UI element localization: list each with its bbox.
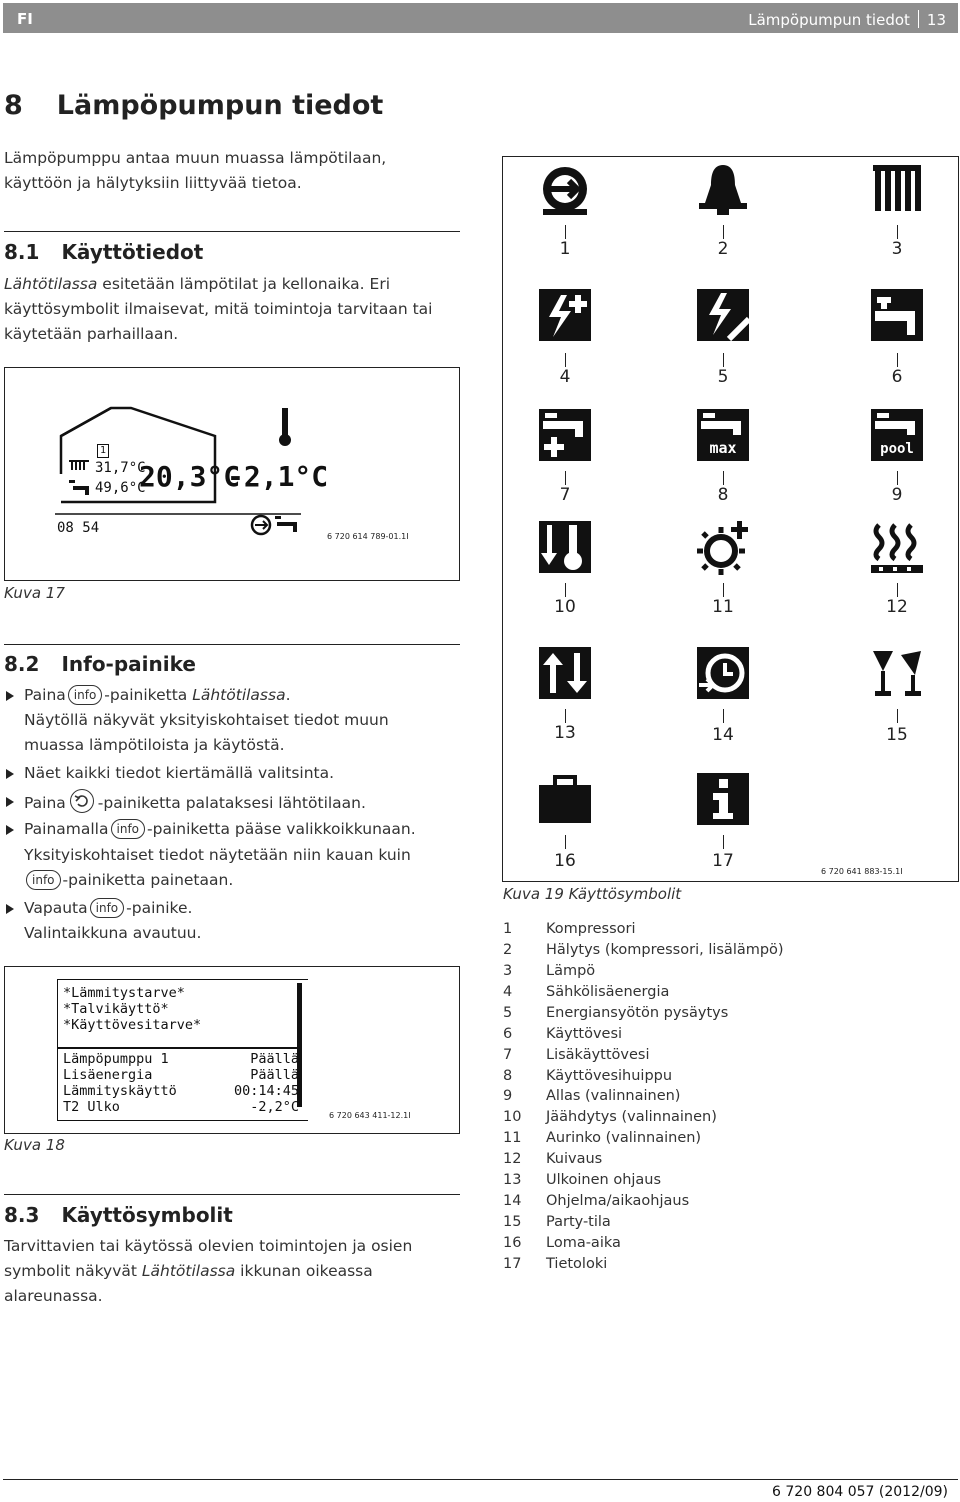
legend-number: 2	[503, 942, 513, 958]
text: -painiketta palataksesi lähtötilaan.	[97, 794, 366, 812]
outdoor-temp: -2,1°C	[227, 460, 329, 493]
clock-program-icon	[695, 645, 751, 701]
section-number: 8.3	[4, 1203, 40, 1227]
legend-number: 3	[503, 963, 513, 979]
legend-number: 15	[503, 1214, 522, 1230]
legend-text: Lämpö	[546, 963, 596, 979]
tick	[565, 353, 566, 367]
symbol-number: 1	[559, 239, 571, 259]
symbol-number: 2	[717, 239, 729, 259]
text: -painiketta pääse valikkoikkunaan.	[147, 820, 416, 838]
bullet-arrow-icon	[6, 825, 14, 835]
legend-number: 8	[503, 1068, 513, 1084]
legend-number: 12	[503, 1151, 522, 1167]
bullet-arrow-icon	[6, 691, 14, 701]
section-title: Käyttötiedot	[61, 240, 204, 264]
info-rows	[63, 1051, 299, 1115]
tick	[565, 471, 566, 485]
symbol-number: 7	[559, 485, 571, 505]
drying-icon	[869, 519, 925, 575]
legend-text: Kuivaus	[546, 1151, 603, 1167]
symbol-number: 3	[891, 239, 903, 259]
section-rule	[4, 1194, 460, 1195]
sun-plus-icon	[695, 519, 751, 575]
info-button-icon: info	[26, 870, 61, 890]
symbol-number: 9	[891, 485, 903, 505]
text: .	[285, 686, 291, 704]
section-heading-8-3	[4, 1203, 233, 1227]
zone-badge: 1	[97, 444, 109, 458]
svg-text:pool: pool	[880, 441, 914, 457]
energy-block-icon	[695, 287, 751, 343]
radiator-icon	[869, 161, 925, 217]
figure-code: 6 720 614 789-01.1I	[327, 532, 409, 541]
tick	[723, 353, 724, 367]
row-value: Päällä	[250, 1067, 299, 1083]
symbol-number: 8	[717, 485, 729, 505]
text: ikkunan oikeassa	[235, 1262, 373, 1280]
row-value: 00:14:45	[233, 1083, 299, 1099]
legend-text: Sähkölisäenergia	[546, 984, 670, 1000]
section-rule	[4, 644, 460, 645]
page-header	[3, 3, 958, 33]
text-line: alareunassa.	[4, 1287, 103, 1305]
bullet-arrow-icon	[6, 769, 14, 779]
status-line: *Lämmitystarve*	[63, 985, 185, 1001]
section-rule	[4, 231, 460, 232]
arrows-updown-icon	[537, 645, 593, 701]
symbol-number: 12	[886, 597, 908, 617]
legend-text: Jäähdytys (valinnainen)	[546, 1109, 717, 1125]
thermometer-cool-icon	[537, 519, 593, 575]
chapter-number: 8	[4, 90, 23, 121]
tick	[897, 583, 898, 597]
symbol-number: 4	[559, 367, 571, 387]
info-button-icon: info	[68, 685, 103, 705]
party-glasses-icon	[869, 645, 925, 701]
hot-water-temp: 49,6°C	[95, 480, 146, 496]
bullet-arrow-icon	[6, 904, 14, 914]
text: -painiketta painetaan.	[62, 871, 234, 889]
figure-17-frame	[4, 367, 460, 581]
symbol-number: 17	[712, 851, 734, 871]
figure-19-frame	[502, 156, 959, 882]
screen-divider	[57, 1047, 297, 1049]
info-i-icon	[695, 771, 751, 827]
document-number: 6 720 804 057 (2012/09)	[772, 1484, 948, 1500]
legend-text: Käyttövesi	[546, 1026, 623, 1042]
legend-text: Hälytys (kompressori, lisälämpö)	[546, 942, 784, 958]
legend-text: Aurinko (valinnainen)	[546, 1130, 702, 1146]
tick	[565, 835, 566, 849]
symbol-number: 11	[712, 597, 734, 617]
tick	[723, 709, 724, 723]
legend-number: 14	[503, 1193, 522, 1209]
header-section-page	[748, 10, 946, 29]
status-list	[63, 985, 201, 1033]
italic-term: Lähtötilassa	[4, 275, 98, 293]
tick	[723, 225, 724, 239]
legend-text: Käyttövesihuippu	[546, 1068, 673, 1084]
legend-text: Kompressori	[546, 921, 636, 937]
legend-number: 17	[503, 1256, 522, 1272]
info-row	[63, 1099, 299, 1115]
back-button-icon	[70, 789, 94, 813]
legend-number: 16	[503, 1235, 522, 1251]
info-button-icon: info	[90, 898, 125, 918]
figure-17-caption: Kuva 17	[4, 584, 65, 602]
symbol-number: 16	[554, 851, 576, 871]
tick	[897, 709, 898, 723]
text-line: Näet kaikki tiedot kiertämällä valitsinta.	[24, 764, 335, 782]
symbol-number: 13	[554, 723, 576, 743]
legend-number: 5	[503, 1005, 513, 1021]
info-button-icon: info	[111, 819, 146, 839]
clock-display: 08 54	[57, 520, 100, 536]
figure-code: 6 720 641 883-15.1I	[821, 867, 903, 876]
status-line: *Käyttövesitarve*	[63, 1017, 202, 1033]
legend-text: Energiansyötön pysäytys	[546, 1005, 729, 1021]
tick	[565, 583, 566, 597]
electric-plus-icon	[537, 287, 593, 343]
legend-text: Loma-aika	[546, 1235, 621, 1251]
tick	[897, 471, 898, 485]
figure-18-caption: Kuva 18	[4, 1136, 65, 1154]
section-title: Käyttösymbolit	[61, 1203, 233, 1227]
tap-max-icon	[695, 407, 751, 463]
section-title: Info-painike	[61, 652, 196, 676]
legend-text: Ulkoinen ohjaus	[546, 1172, 662, 1188]
status-line: *Talvikäyttö*	[63, 1001, 169, 1017]
chapter-heading	[4, 90, 383, 121]
legend-number: 6	[503, 1026, 513, 1042]
legend-text: Ohjelma/aikaohjaus	[546, 1193, 690, 1209]
text-line: Valintaikkuna avautuu.	[24, 924, 202, 942]
section-heading-8-1	[4, 240, 203, 264]
italic-term: Lähtötilassa	[192, 686, 286, 704]
section-number: 8.1	[4, 240, 40, 264]
figure-18-frame	[4, 966, 460, 1134]
text-line: Yksityiskohtaiset tiedot näytetään niin kauan kuin	[24, 846, 411, 864]
indoor-temp: 20,3°C	[139, 460, 241, 493]
text: -painike.	[126, 899, 193, 917]
symbol-number: 10	[554, 597, 576, 617]
tap-pool-icon	[869, 407, 925, 463]
tick	[565, 709, 566, 723]
text-line: Näytöllä näkyvät yksityiskohtaiset tiedot muun	[24, 711, 389, 729]
bell-alarm-icon	[695, 161, 751, 217]
page-number: 13	[926, 11, 946, 29]
intro-line: käyttöön ja hälytyksiin liittyvää tietoa.	[4, 174, 302, 192]
legend-number: 11	[503, 1130, 522, 1146]
legend-number: 7	[503, 1047, 513, 1063]
text: -painiketta	[104, 686, 193, 704]
chapter-intro	[4, 146, 386, 196]
suitcase-icon	[537, 771, 593, 827]
language-tag: FI	[17, 10, 33, 28]
symbol-number: 5	[717, 367, 729, 387]
row-label: Lisäenergia	[63, 1067, 153, 1083]
tick	[897, 353, 898, 367]
tap-plus-icon	[537, 407, 593, 463]
tick	[723, 471, 724, 485]
legend-text: Lisäkäyttövesi	[546, 1047, 650, 1063]
section-heading-8-2	[4, 652, 196, 676]
legend-number: 4	[503, 984, 513, 1000]
info-row	[63, 1067, 299, 1083]
bullet-arrow-icon	[6, 797, 14, 807]
text-line: Tarvittavien tai käytössä olevien toimintojen ja osien	[4, 1237, 413, 1255]
figure-19-caption: Kuva 19 Käyttösymbolit	[503, 885, 682, 903]
compressor-icon	[537, 161, 593, 217]
text-line: muassa lämpötiloista ja käytöstä.	[24, 736, 285, 754]
legend-text: Tietoloki	[546, 1256, 608, 1272]
text-line: käytetään parhaillaan.	[4, 325, 179, 343]
row-value: Päällä	[250, 1051, 299, 1067]
figure-code: 6 720 643 411-12.1I	[329, 1111, 411, 1120]
tick	[565, 225, 566, 239]
text: Paina	[24, 686, 66, 704]
legend-number: 13	[503, 1172, 522, 1188]
text-line: esitetään lämpötilat ja kellonaika. Eri	[97, 275, 391, 293]
legend-number: 9	[503, 1088, 513, 1104]
legend-text: Allas (valinnainen)	[546, 1088, 681, 1104]
legend-number: 1	[503, 921, 513, 937]
text: symbolit näkyvät	[4, 1262, 142, 1280]
symbol-number: 15	[886, 725, 908, 745]
legend-text: Party-tila	[546, 1214, 611, 1230]
intro-line: Lämpöpumppu antaa muun muassa lämpötilaan,	[4, 149, 387, 167]
header-section: Lämpöpumpun tiedot	[748, 11, 910, 29]
legend-number: 10	[503, 1109, 522, 1125]
symbol-number: 6	[891, 367, 903, 387]
row-value: -2,2°C	[250, 1099, 299, 1115]
italic-term: Lähtötilassa	[141, 1262, 236, 1280]
section-8-3-text	[4, 1234, 464, 1309]
text: Painamalla	[24, 820, 109, 838]
section-number: 8.2	[4, 652, 40, 676]
text: Paina	[24, 794, 66, 812]
svg-text:max: max	[709, 439, 737, 457]
tick	[723, 583, 724, 597]
row-label: T2 Ulko	[63, 1099, 120, 1115]
section-8-1-text	[4, 272, 464, 347]
info-row	[63, 1083, 299, 1099]
tick	[723, 835, 724, 849]
tap-icon	[869, 287, 925, 343]
row-label: Lämmityskäyttö	[63, 1083, 177, 1099]
chapter-title: Lämpöpumpun tiedot	[56, 90, 384, 121]
text-line: käyttösymbolit ilmaisevat, mitä toimintoja tarvitaan tai	[4, 300, 433, 318]
footer-rule	[3, 1479, 958, 1480]
text: Vapauta	[24, 899, 88, 917]
symbol-number: 14	[712, 725, 734, 745]
heating-temp: 31,7°C	[95, 460, 146, 476]
info-row	[63, 1051, 299, 1067]
row-label: Lämpöpumppu 1	[63, 1051, 169, 1067]
tick	[897, 225, 898, 239]
